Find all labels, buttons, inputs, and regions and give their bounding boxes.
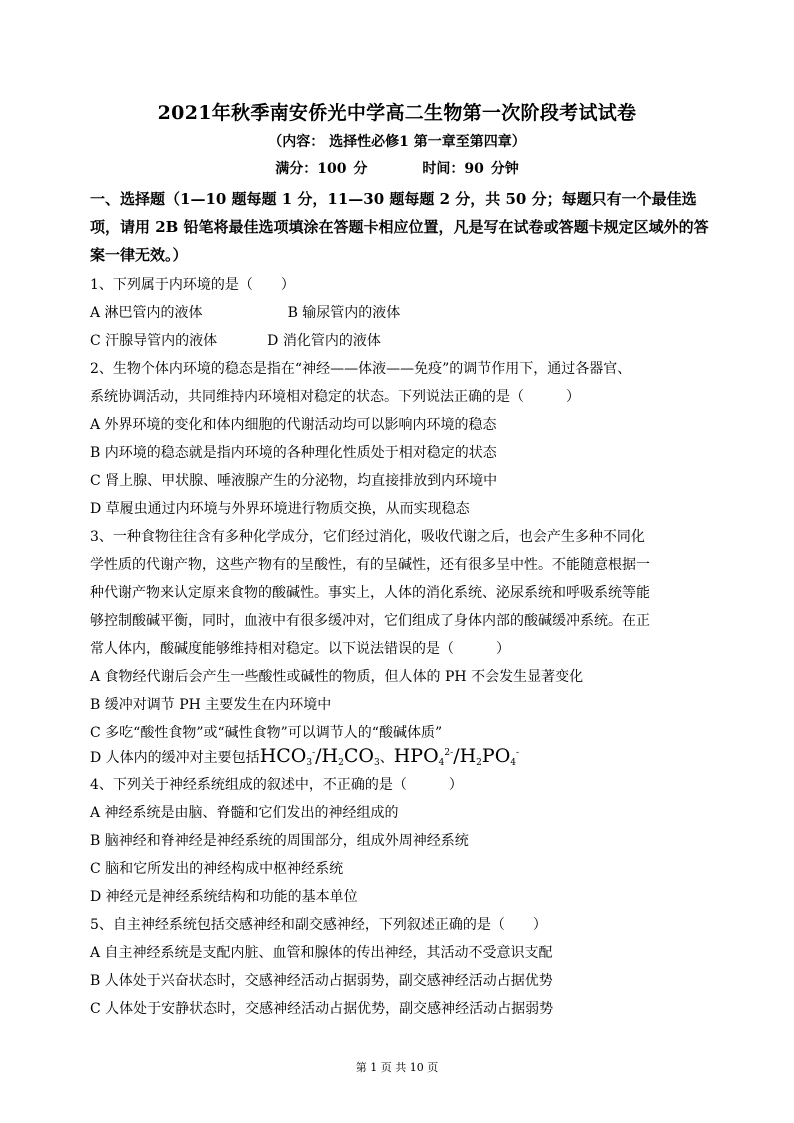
buffer-pair-phosphate: $HPO_4^{2-}/H_2PO_4^-$ xyxy=(393,745,520,768)
q3-option-a: A 食物经代谢后会产生一些酸性或碱性的物质，但人体的 PH 不会发生显著变化 xyxy=(90,669,584,685)
q2-option-b: B 内环境的稳态就是指内环境的各种理化性质处于相对稳定的状态 xyxy=(90,445,497,461)
buffer-pair-carbonate: $HCO_3^-/H_2CO_3$ xyxy=(259,745,380,768)
q4-option-d: D 神经元是神经系统结构和功能的基本单位 xyxy=(90,889,358,905)
q2-stem-line1: 2、生物个体内环境的稳态是指在“神经——体液——免疫”的调节作用下，通过各器官、 xyxy=(90,361,632,377)
exam-score-time xyxy=(0,158,794,178)
q1-option-a: A 淋巴管内的液体 xyxy=(90,305,203,321)
exam-title: 2021年秋季南安侨光中学高二生物第一次阶段考试试卷 xyxy=(157,102,637,124)
q4-option-c: C 脑和它所发出的神经构成中枢神经系统 xyxy=(90,861,344,877)
q1-option-b: B 输尿管内的液体 xyxy=(287,305,401,321)
section-instructions: 一、选择题（1—10 题每题 1 分，11—30 题每题 2 分，共 50 分；每题只有一个最佳选项，请用 2B 铅笔将最佳选项填涂在答题卡相应位置，凡是写在试卷或答题卡规定区域外的答案一律无效。） xyxy=(90,190,709,264)
q3-stem-line4: 够控制酸碱平衡，同时，血液中有很多缓冲对，它们组成了身体内部的酸碱缓冲系统。在正 xyxy=(90,613,650,629)
exam-subtitle: （内容： 选择性必修1 第一章至第四章） xyxy=(268,134,526,150)
q2-option-a: A 外界环境的变化和体内细胞的代谢活动均可以影响内环境的稳态 xyxy=(90,417,497,433)
q3-option-d xyxy=(90,745,519,768)
q2-option-d: D 草履虫通过内环境与外界环境进行物质交换，从而实现稳态 xyxy=(90,501,470,517)
q3-stem-line2: 学性质的代谢产物，这些产物有的呈酸性，有的呈碱性，还有很多呈中性。不能随意根据一 xyxy=(90,557,650,573)
q3-stem-line5: 常人体内，酸碱度能够维持相对稳定。以下说法错误的是（ ） xyxy=(90,641,510,657)
q3-option-b: B 缓冲对调节 PH 主要发生在内环境中 xyxy=(90,697,332,713)
q3-option-d-text: D 人体内的缓冲对主要包括 xyxy=(90,750,260,766)
q1-options-ab xyxy=(90,302,400,322)
q5-option-a: A 自主神经系统是支配内脏、血管和腺体的传出神经，其活动不受意识支配 xyxy=(90,945,553,961)
q3-stem-line1: 3、一种食物往往含有多种化学成分，它们经过消化，吸收代谢之后，也会产生多种不同化 xyxy=(90,529,645,545)
q1-options-cd xyxy=(90,330,381,350)
q2-stem-line2: 系统协调活动，共同维持内环境相对稳定的状态。下列说法正确的是（ ） xyxy=(90,389,580,405)
exam-time: 时间：90 分钟 xyxy=(422,161,519,177)
q5-option-c: C 人体处于安静状态时，交感神经活动占据优势，副交感神经活动占据弱势 xyxy=(90,1001,554,1017)
q5-option-b: B 人体处于兴奋状态时，交感神经活动占据弱势，副交感神经活动占据优势 xyxy=(90,973,553,989)
q1-option-c: C 汗腺导管内的液体 xyxy=(90,333,218,349)
q1-option-d: D 消化管内的液体 xyxy=(267,333,381,349)
q1-stem: 1、下列属于内环境的是（ ） xyxy=(90,277,295,293)
q2-option-c: C 肾上腺、甲状腺、唾液腺产生的分泌物，均直接排放到内环境中 xyxy=(90,473,498,489)
buffer-separator: 、 xyxy=(379,750,394,766)
q3-stem-line3: 种代谢产物来认定原来食物的酸碱性。事实上，人体的消化系统、泌尿系统和呼吸系统等能 xyxy=(90,585,650,601)
q4-stem: 4、下列关于神经系统组成的叙述中，不正确的是（ ） xyxy=(90,777,463,793)
full-score: 满分：100 分 xyxy=(275,161,368,177)
q4-option-b: B 脑神经和脊神经是神经系统的周围部分，组成外周神经系统 xyxy=(90,833,469,849)
q5-stem: 5、自主神经系统包括交感神经和副交感神经，下列叙述正确的是（ ） xyxy=(90,917,547,933)
q3-option-c: C 多吃“酸性食物”或“碱性食物”可以调节人的“酸碱体质” xyxy=(90,725,443,741)
q4-option-a: A 神经系统是由脑、脊髓和它们发出的神经组成的 xyxy=(90,805,399,821)
page-number: 第 1 页 共 10 页 xyxy=(355,1061,439,1074)
